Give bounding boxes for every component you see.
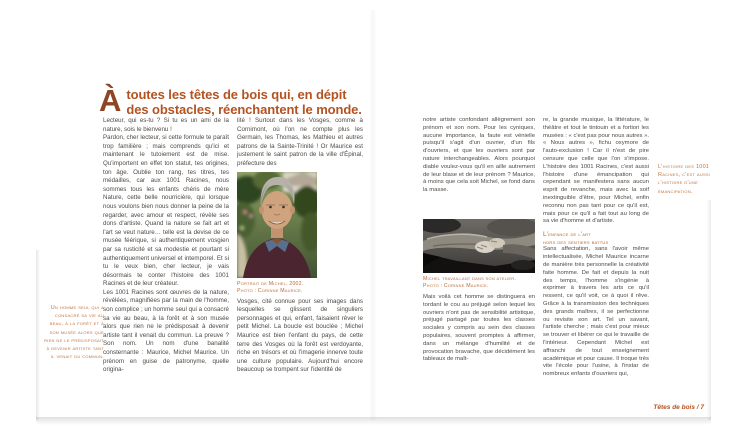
section-heading-line-1: L'enfance de l'art	[543, 231, 591, 239]
pull-quote-right: L'histoire des 1001 Racines, c'est aussi l'histoire d'une émancipation.	[658, 164, 711, 195]
paragraph: Lecteur, qui es-tu ? Si tu es un ami de la nature, sois le bienvenu !	[103, 117, 229, 133]
paragraph: Pardon, cher lecteur, si cette formule te paraît trop familière ; mais comprends qu'ici et maintenant le tutoiement est de mise. Qu'importent en effet ton statut, tes origines, ton âge. Oublie ton rang, tes titres, tes médailles, car aux 1001 Racines, nous sommes tous les enfants chéris de mère Nature, cette belle nourricière, qui lorsque nous voulons bien nous donner la peine de la regarder, avec amour et respect, révèle ses dons d'artiste. Quand la nature se fait art et l'art se veut nature… telle est la devise de ce musée féérique, si authentiquement vosgien par sa rusticité et sa modestie et pourtant si authentiquement universel et intemporel. Et si tu le veux bien, cher lecteur, je vais désormais te conter l'histoire des 1001 Racines et de leur créateur.	[103, 134, 229, 288]
spread-gutter	[369, 10, 377, 420]
photo-caption: Portrait de Michel, 2002.	[237, 280, 304, 287]
photo-credit: Photo : Corinne Maurice.	[237, 287, 303, 294]
section-heading	[543, 231, 649, 246]
title-line-2: des obstacles, réenchantent le monde.	[126, 101, 362, 117]
photo-credit: Photo : Corinne Maurice.	[423, 282, 489, 289]
photo-caption: Michel travaillant dans son atelier.	[423, 275, 516, 282]
portrait-photo	[237, 172, 317, 278]
text-column-1	[103, 117, 229, 375]
workshop-photo	[423, 219, 535, 273]
title-text	[126, 86, 361, 117]
paragraph: Les 1001 Racines sont œuvres de la nature, révélées, magnifiées par la main de l'homme, son complice ; un homme seul qui a consacré sa vie au beau, à la forêt et à son musée alors que rien ne le prédisposait à devenir artiste tant il venait du commun. La preuve ? Son nom. Un nom d'une banalité consternante : Maurice, Michel Maurice. Un prénom en guise de patronyme, quelle origina-	[103, 288, 229, 374]
paragraph: Sans affectation, sans l'avoir même intellectualisée, Michel Maurice incarne de manière très personnelle la créativité faite homme. De fait et depuis la nuit des temps, l'homme s'ingénie à exprimer à travers les arts ce qu'il ressent, ce qu'il voit, ce à quoi il rêve. Grâce à la transmission des techniques des grands maîtres, il se perfectionne ou revisite son art. Tel un savant, l'artiste cherche ; mais c'est pour mieux se trouver et libérer ce qui le travaille de l'intérieur. Cependant Michel est affranchi de tout enseignement académique et pour cause. Il troque très vite l'école pour l'usine, à l'instar de nombreux enfants d'ouvriers qui,	[543, 246, 649, 378]
text-column-2	[237, 117, 363, 375]
paragraph: lité ! Surtout dans les Vosges, comme à Cornimont, où l'on ne compte plus les Germain, les Thomas, les Mathieu et autres patrons de la Sainte-Trinité ! Or Maurice est justement le saint patron de la ville d'Épinal, préfecture des	[237, 117, 363, 167]
pull-quote-left: Un homme seul qui a consacré sa vie au beau, à la forêt et à son musée alors que rien ne le prédisposait à devenir artiste tant il venait du commun.	[44, 305, 104, 361]
paragraph: Vosges, cité connue pour ses images dans lesquelles se glissent de singuliers personnages et qui, enfant, faisaient rêver le petit Michel. La boucle est bouclée ; Michel Maurice est bien l'enfant du pays, de cette terre des Vosges où la forêt est verdoyante, riche en trésors et où l'imagerie innerve toute une culture populaire. Aujourd'hui encore beaucoup se trompent sur l'identité de	[237, 297, 363, 374]
title-line-1: toutes les têtes de bois qui, en dépit	[126, 87, 347, 102]
photo-caption-block	[423, 276, 535, 290]
paragraph: re, la grande musique, la littérature, le théâtre et tout le tintouin et a fortiori les musées : « c'est pas pour nous autres ». « Nous autres », fichu oxymore de l'auto-exclusion ! Car il n'est de pire censure que celle que l'on s'impose. L'histoire des 1001 Racines, c'est aussi l'histoire d'une émancipation qui cependant se manifestera sans aucun esprit de revanche, mais avec la soif inextinguible d'être, pour Michel, enfin reconnu non pas tant pour ce qu'il est, mais pour ce qu'il a fait tout au long de sa vie d'homme et d'artiste.	[543, 117, 649, 225]
article-title	[99, 83, 362, 118]
paragraph: Mais voilà cet homme se distinguera en tordant le cou au préjugé selon lequel les ouvriers n'ont pas de sensibilité artistique, préjugé partagé par toutes les classes sociales y compris au sein des classes populaires, souvent promptes à affirmer, dans un mélange d'humilité et de provocation bravache, que décidément les tableaux de maît-	[423, 293, 535, 363]
text-column-3	[423, 117, 535, 364]
text-column-4	[543, 117, 649, 379]
page-left-edge	[36, 250, 40, 420]
paragraph: notre artiste confondant allègrement son prénom et son nom. Pour les cyniques, aucune importance, la faute est vénielle puisqu'il s'agit d'un ouvrier, d'un fils d'ouvriers, et que les ouvriers sont par nature interchangeables. Alors pourquoi diable voulez-vous qu'il en aille autrement de leur blase et de leur prénom ? Maurice, à moins que cela soit Michel, se fond dans la masse.	[423, 117, 535, 194]
page-right-edge	[707, 200, 711, 420]
section-heading-line-2: hors des sentiers battus	[543, 238, 609, 246]
page-folio: Têtes de bois / 7	[653, 404, 704, 411]
photo-caption-block	[237, 281, 363, 295]
title-dropcap: À	[99, 83, 122, 118]
